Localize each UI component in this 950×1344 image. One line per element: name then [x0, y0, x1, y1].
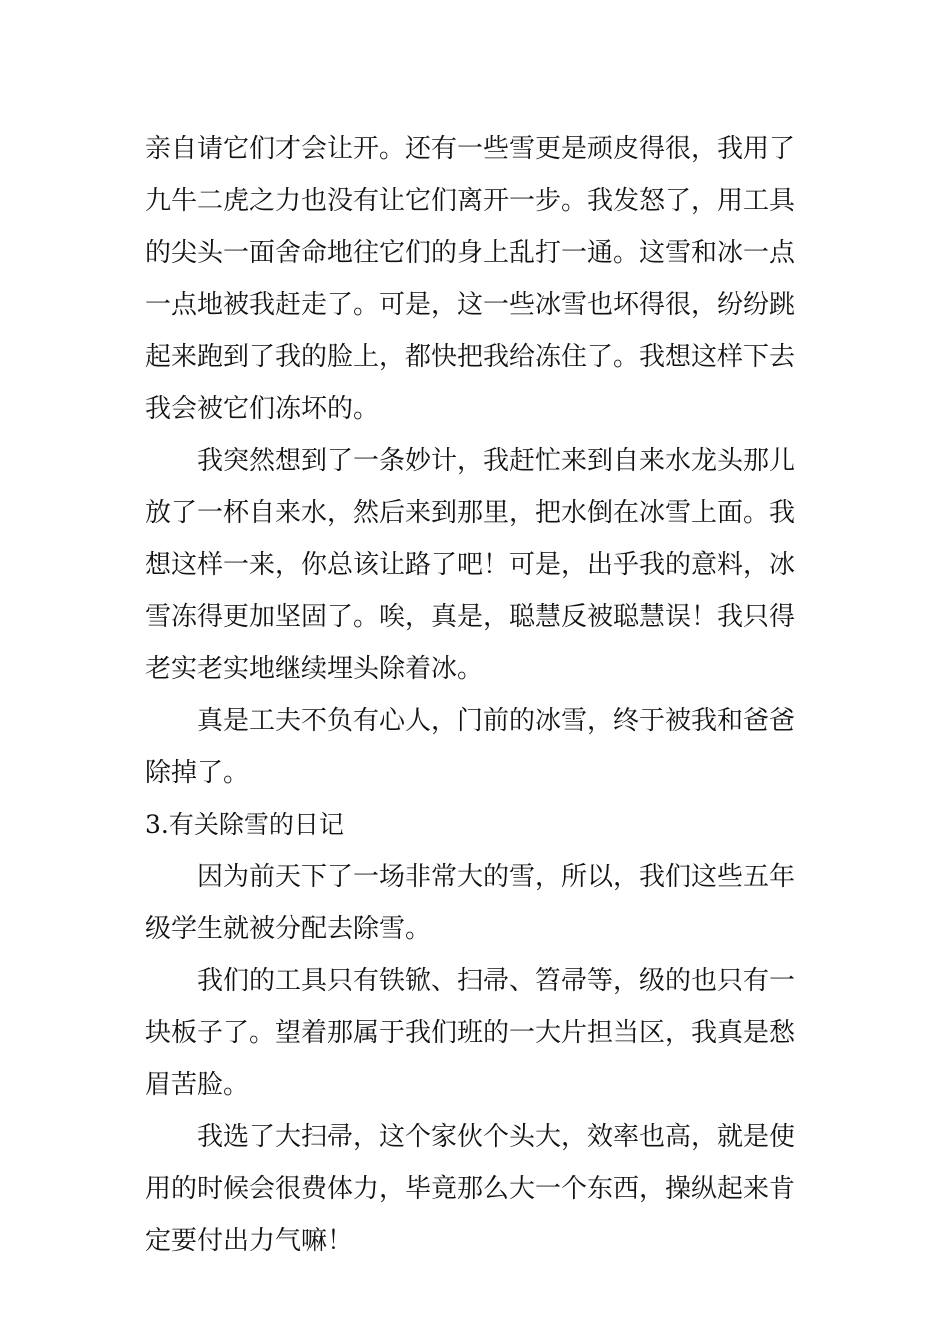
text-line-13: 除掉了。 — [145, 758, 250, 788]
body-text — [145, 123, 815, 1267]
text-line-18: 块板子了。望着那属于我们班的一大片担当区，我真是愁 — [145, 1018, 796, 1048]
text-line-2: 九牛二虎之力也没有让它们离开一步。我发怒了，用工具 — [145, 186, 796, 216]
text-line-10: 雪冻得更加坚固了。唉，真是，聪慧反被聪慧误！我只得 — [145, 602, 796, 632]
text-line-7: 我突然想到了一条妙计，我赶忙来到自来水龙头那儿 — [197, 446, 796, 476]
text-line-21: 用的时候会很费体力，毕竟那么大一个东西，操纵起来肯 — [145, 1174, 796, 1204]
text-line-3: 的尖头一面舍命地往它们的身上乱打一通。这雪和冰一点 — [145, 238, 796, 268]
text-line-1: 亲自请它们才会让开。还有一些雪更是顽皮得很，我用了 — [145, 134, 796, 164]
text-line-19: 眉苦脸。 — [145, 1070, 250, 1100]
text-line-16: 级学生就被分配去除雪。 — [145, 914, 432, 944]
section-heading: 3.有关除雪的日记 — [145, 810, 344, 839]
text-line-17: 我们的工具只有铁锨、扫帚、笤帚等，级的也只有一 — [197, 966, 796, 996]
text-line-4: 一点地被我赶走了。可是，这一些冰雪也坏得很，纷纷跳 — [145, 290, 796, 320]
text-line-20: 我选了大扫帚，这个家伙个头大，效率也高，就是使 — [197, 1122, 796, 1152]
text-line-8: 放了一杯自来水，然后来到那里，把水倒在冰雪上面。我 — [145, 498, 796, 528]
text-line-6: 我会被它们冻坏的。 — [145, 394, 380, 424]
text-line-5: 起来跑到了我的脸上，都快把我给冻住了。我想这样下去 — [145, 342, 796, 372]
text-line-12: 真是工夫不负有心人，门前的冰雪，终于被我和爸爸 — [197, 706, 796, 736]
text-line-9: 想这样一来，你总该让路了吧！可是，出乎我的意料，冰 — [145, 550, 796, 580]
text-line-11: 老实老实地继续埋头除着冰。 — [145, 654, 484, 684]
text-line-15: 因为前天下了一场非常大的雪，所以，我们这些五年 — [197, 862, 796, 892]
text-line-22: 定要付出力气嘛！ — [145, 1226, 354, 1256]
